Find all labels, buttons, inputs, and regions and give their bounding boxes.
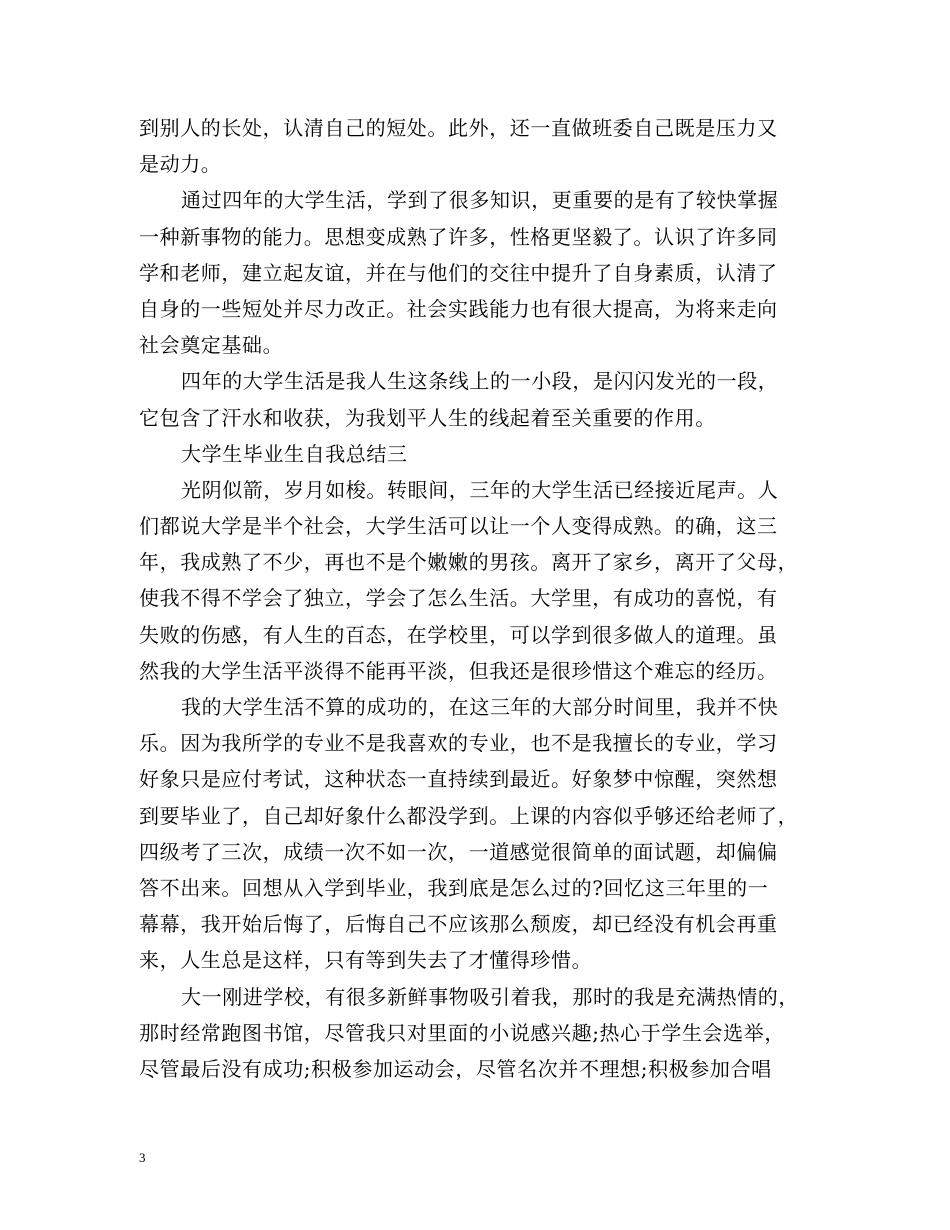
text-line: 四级考了三次，成绩一次不如一次，一道感觉很简单的面试题，却偏偏 [139,839,778,864]
text-line: 到别人的长处，认清自己的短处。此外，还一直做班委自己既是压力又 [139,116,778,140]
text-line: 答不出来。回想从入学到毕业，我到底是怎么过的?回忆这三年里的一 [139,875,769,900]
text-line: 好象只是应付考试，这种状态一直持续到最近。好象梦中惊醒，突然想 [139,767,778,792]
text-line: 四年的大学生活是我人生这条线上的一小段，是闪闪发光的一段， [181,369,779,394]
text-line: 使我不得不学会了独立，学会了怎么生活。大学里，有成功的喜悦，有 [139,586,778,611]
text-line: 幕幕，我开始后悔了，后悔自己不应该那么颓废，却已经没有机会再重 [139,912,778,937]
text-line: 一种新事物的能力。思想变成熟了许多，性格更坚毅了。认识了许多同 [139,224,778,249]
text-line: 通过四年的大学生活，学到了很多知识，更重要的是有了较快掌握 [181,188,779,213]
body-text [139,110,829,1087]
text-line: 学和老师，建立起友谊，并在与他们的交往中提升了自身素质，认清了 [139,260,778,285]
text-line: 年，我成熟了不少，再也不是个嫩嫩的男孩。离开了家乡，离开了父母， [139,550,799,575]
text-line: 我的大学生活不算的成功的，在这三年的大部分时间里，我并不快 [181,695,779,719]
text-line: 们都说大学是半个社会，大学生活可以让一个人变得成熟。的确，这三 [139,514,778,539]
page-number: 3 [139,1150,146,1165]
text-line: 失败的伤感，有人生的百态，在学校里，可以学到很多做人的道理。虽 [139,622,778,647]
text-line: 然我的大学生活平淡得不能再平淡，但我还是很珍惜这个难忘的经历。 [139,658,778,683]
text-line: 来，人生总是这样，只有等到失去了才懂得珍惜。 [139,948,593,973]
text-line: 社会奠定基础。 [139,333,284,358]
text-line: 到要毕业了，自己却好象什么都没学到。上课的内容似乎够还给老师了， [139,803,799,828]
text-line: 它包含了汗水和收获，为我划平人生的线起着至关重要的作用。 [139,405,716,430]
text-line: 那时经常跑图书馆，尽管我只对里面的小说感兴趣;热心于学生会选举， [139,1020,785,1045]
text-line: 尽管最后没有成功;积极参加运动会，尽管名次并不理想;积极参加合唱 [139,1056,772,1081]
section-heading: 大学生毕业生自我总结三 [181,441,408,466]
text-line: 大一刚进学校，有很多新鲜事物吸引着我，那时的我是充满热情的， [181,984,799,1009]
text-line: 自身的一些短处并尽力改正。社会实践能力也有很大提高，为将来走向 [139,296,778,321]
text-line: 乐。因为我所学的专业不是我喜欢的专业，也不是我擅长的专业，学习 [139,731,778,756]
text-line: 是动力。 [139,152,222,177]
text-line: 光阴似箭，岁月如梭。转眼间，三年的大学生活已经接近尾声。人 [181,477,779,502]
